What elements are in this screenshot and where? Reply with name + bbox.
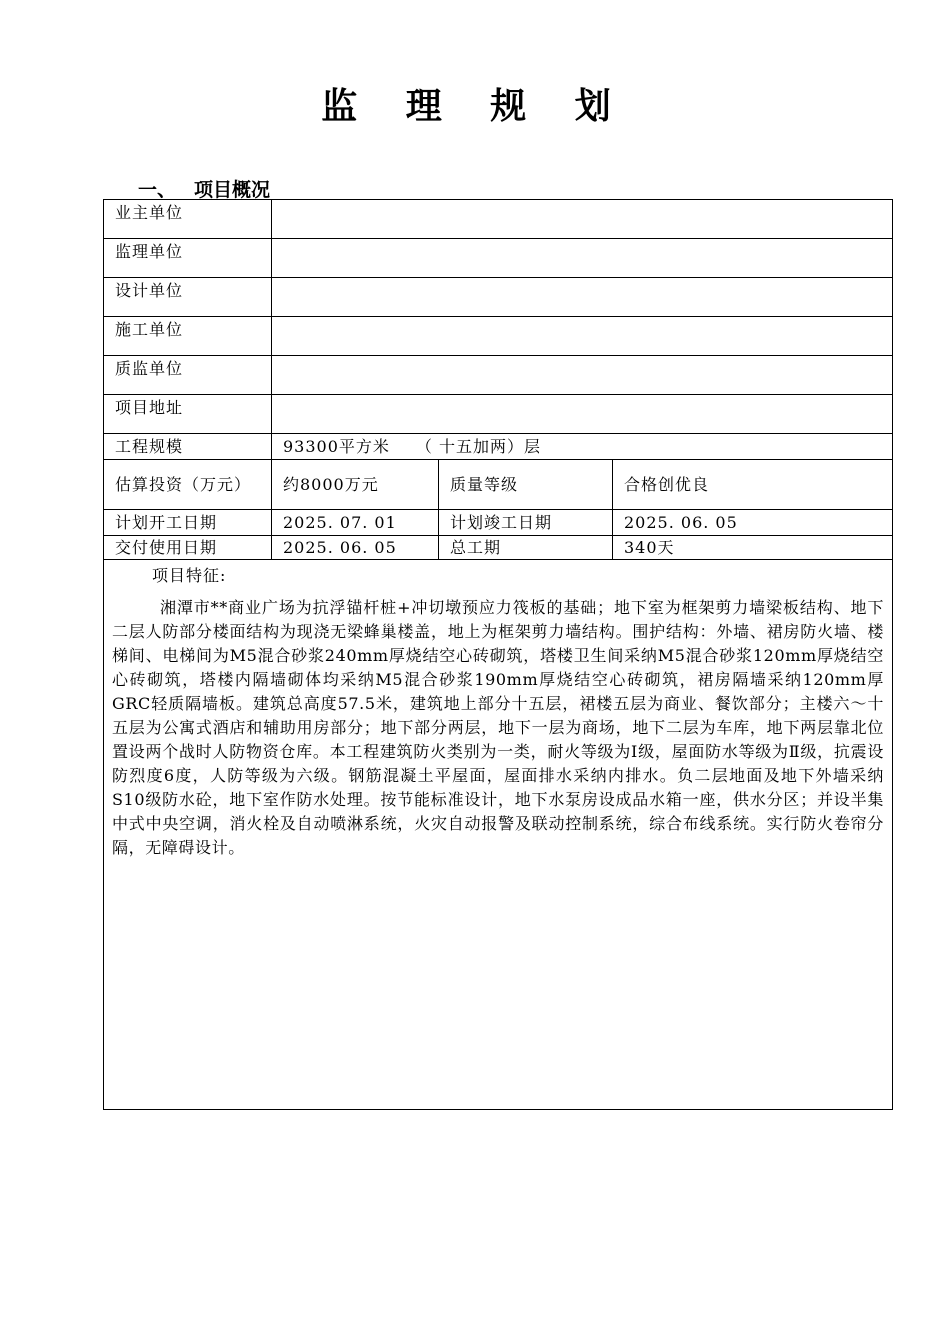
quality-grade-value: 合格创优良 — [613, 460, 893, 510]
table-row — [104, 317, 893, 356]
table-row — [104, 239, 893, 278]
quality-supervision-label: 质监单位 — [104, 356, 272, 395]
features-label: 项目特征: — [152, 566, 227, 585]
designer-label: 设计单位 — [104, 278, 272, 317]
address-label: 项目地址 — [104, 395, 272, 434]
quality-supervision-value — [272, 356, 893, 395]
features-text: 湘潭市**商业广场为抗浮锚杆桩+冲切墩预应力筏板的基础；地下室为框架剪力墙梁板结构、地下二层人防部分楼面结构为现浇无梁蜂巢楼盖，地上为框架剪力墙结构。围护结构：外墙、裙房防火墙、楼梯间、电梯间为M5混合砂浆240mm厚烧结空心砖砌筑，塔楼卫生间采纳M5混合砂浆120mm厚烧结空心砖砌筑，塔楼内隔墙砌体均采纳M5混合砂浆190mm厚烧结空心砖砌筑，裙房隔墙采纳120mm厚GRC轻质隔墙板。建筑总高度57.5米，建筑地上部分十五层，裙楼五层为商业、餐饮部分；主楼六～十五层为公寓式酒店和辅助用房部分；地下部分两层，地下一层为商场，地下二层为车库，地下两层靠北位置设两个战时人防物资仓库。本工程建筑防火类别为一类，耐火等级为Ⅰ级，屋面防水等级为Ⅱ级，抗震设防烈度6度，人防等级为六级。钢筋混凝土平屋面，屋面排水采纳内排水。负二层地面及地下外墙采纳S10级防水砼，地下室作防水处理。按节能标准设计，地下水泵房设成品水箱一座，供水分区；并设半集中式中央空调，消火栓及自动喷淋系统，火灾自动报警及联动控制系统，综合布线系统。实行防火卷帘分隔，无障碍设计。 — [112, 598, 884, 857]
scale-value: 93300平方米 （ 十五加两）层 — [272, 434, 893, 460]
table-row — [104, 510, 893, 536]
delivery-date-value: 2025. 06. 05 — [272, 536, 439, 560]
table-row — [104, 356, 893, 395]
section-title: 项目概况 — [194, 179, 271, 201]
supervisor-label: 监理单位 — [104, 239, 272, 278]
project-overview-table — [103, 199, 893, 1110]
table-row — [104, 395, 893, 434]
supervisor-value — [272, 239, 893, 278]
owner-value — [272, 200, 893, 239]
table-row — [104, 536, 893, 560]
quality-grade-label: 质量等级 — [439, 460, 613, 510]
designer-value — [272, 278, 893, 317]
scale-label: 工程规模 — [104, 434, 272, 460]
address-value — [272, 395, 893, 434]
total-duration-value: 340天 — [613, 536, 893, 560]
start-date-label: 计划开工日期 — [104, 510, 272, 536]
investment-label: 估算投资（万元） — [104, 460, 272, 510]
constructor-value — [272, 317, 893, 356]
table-row — [104, 560, 893, 1110]
document-title: 监 理 规 划 — [321, 86, 629, 127]
constructor-label: 施工单位 — [104, 317, 272, 356]
section-number: 一、 — [138, 179, 177, 201]
section-heading — [138, 175, 270, 202]
total-duration-label: 总工期 — [439, 536, 613, 560]
completion-date-label: 计划竣工日期 — [439, 510, 613, 536]
table-row — [104, 200, 893, 239]
owner-label: 业主单位 — [104, 200, 272, 239]
table-row — [104, 434, 893, 460]
delivery-date-label: 交付使用日期 — [104, 536, 272, 560]
investment-value: 约8000万元 — [272, 460, 439, 510]
start-date-value: 2025. 07. 01 — [272, 510, 439, 536]
table-row — [104, 278, 893, 317]
table-row — [104, 460, 893, 510]
completion-date-value: 2025. 06. 05 — [613, 510, 893, 536]
project-features-cell — [104, 560, 893, 1110]
